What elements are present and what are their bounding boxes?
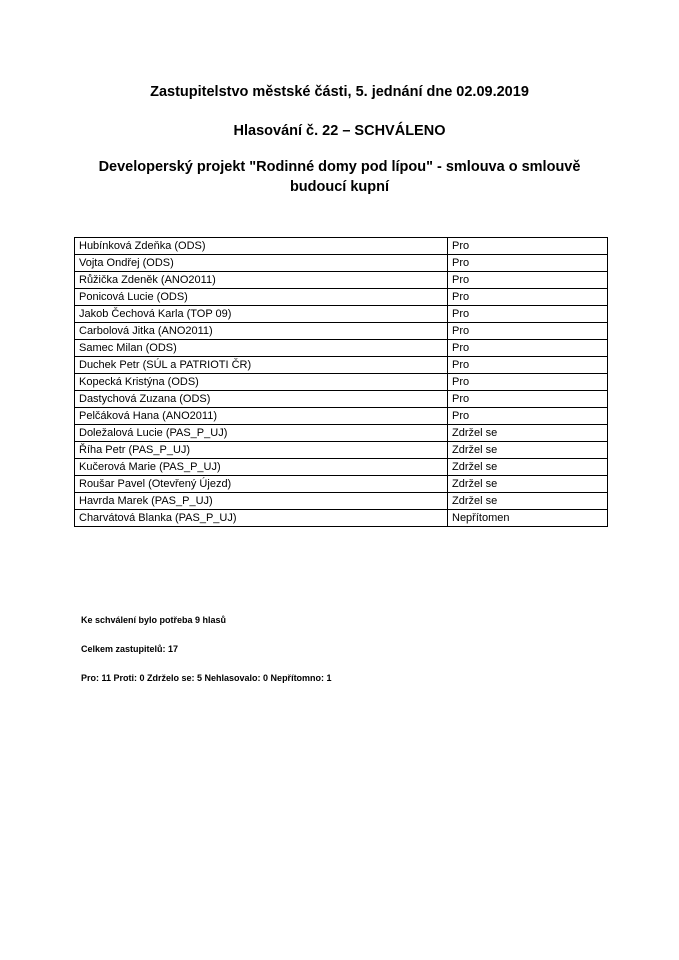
vote-cell: Zdržel se: [448, 476, 608, 493]
vote-cell: Pro: [448, 340, 608, 357]
vote-cell: Pro: [448, 408, 608, 425]
vote-cell: Zdržel se: [448, 442, 608, 459]
vote-cell: Pro: [448, 374, 608, 391]
table-row: [75, 357, 608, 374]
vote-counts-text: Pro: 11 Proti: 0 Zdrželo se: 5 Nehlasovalo: 0 Nepřítomno: 1: [81, 673, 332, 683]
member-name-cell: Pelčáková Hana (ANO2011): [75, 408, 448, 425]
vote-cell: Pro: [448, 323, 608, 340]
meeting-title: Zastupitelstvo městské části, 5. jednání dne 02.09.2019: [150, 84, 529, 100]
vote-cell: Zdržel se: [448, 493, 608, 510]
member-name-cell: Carbolová Jitka (ANO2011): [75, 323, 448, 340]
vote-cell: Zdržel se: [448, 459, 608, 476]
member-name-cell: Roušar Pavel (Otevřený Újezd): [75, 476, 448, 493]
vote-summary: [81, 614, 332, 701]
votes-table: [74, 237, 608, 527]
table-row: [75, 238, 608, 255]
vote-cell: Pro: [448, 255, 608, 272]
table-row: [75, 374, 608, 391]
table-row: [75, 425, 608, 442]
required-votes-text: Ke schválení bylo potřeba 9 hlasů: [81, 615, 227, 625]
vote-result-title: Hlasování č. 22 – SCHVÁLENO: [233, 123, 446, 139]
member-name-cell: Dastychová Zuzana (ODS): [75, 391, 448, 408]
resolution-subject: Developerský projekt "Rodinné domy pod lípou" - smlouva o smlouvě budoucí kupní: [98, 159, 581, 195]
table-row: [75, 493, 608, 510]
member-name-cell: Doležalová Lucie (PAS_P_UJ): [75, 425, 448, 442]
table-row: [75, 272, 608, 289]
member-name-cell: Kopecká Kristýna (ODS): [75, 374, 448, 391]
member-name-cell: Charvátová Blanka (PAS_P_UJ): [75, 510, 448, 527]
member-name-cell: Říha Petr (PAS_P_UJ): [75, 442, 448, 459]
member-name-cell: Jakob Čechová Karla (TOP 09): [75, 306, 448, 323]
vote-cell: Pro: [448, 272, 608, 289]
document-header: [0, 82, 679, 197]
table-row: [75, 476, 608, 493]
vote-cell: Pro: [448, 289, 608, 306]
member-name-cell: Samec Milan (ODS): [75, 340, 448, 357]
table-row: [75, 391, 608, 408]
table-row: [75, 459, 608, 476]
table-row: [75, 442, 608, 459]
vote-cell: Nepřítomen: [448, 510, 608, 527]
table-row: [75, 408, 608, 425]
member-name-cell: Růžička Zdeněk (ANO2011): [75, 272, 448, 289]
table-row: [75, 510, 608, 527]
total-members-text: Celkem zastupitelů: 17: [81, 644, 179, 654]
member-name-cell: Vojta Ondřej (ODS): [75, 255, 448, 272]
table-row: [75, 289, 608, 306]
vote-cell: Pro: [448, 238, 608, 255]
table-row: [75, 340, 608, 357]
vote-cell: Pro: [448, 306, 608, 323]
member-name-cell: Havrda Marek (PAS_P_UJ): [75, 493, 448, 510]
member-name-cell: Duchek Petr (SÚL a PATRIOTI ČR): [75, 357, 448, 374]
vote-cell: Pro: [448, 357, 608, 374]
vote-cell: Pro: [448, 391, 608, 408]
member-name-cell: Ponicová Lucie (ODS): [75, 289, 448, 306]
member-name-cell: Hubínková Zdeňka (ODS): [75, 238, 448, 255]
vote-cell: Zdržel se: [448, 425, 608, 442]
member-name-cell: Kučerová Marie (PAS_P_UJ): [75, 459, 448, 476]
table-row: [75, 323, 608, 340]
table-row: [75, 255, 608, 272]
table-row: [75, 306, 608, 323]
votes-table-body: [75, 238, 608, 527]
